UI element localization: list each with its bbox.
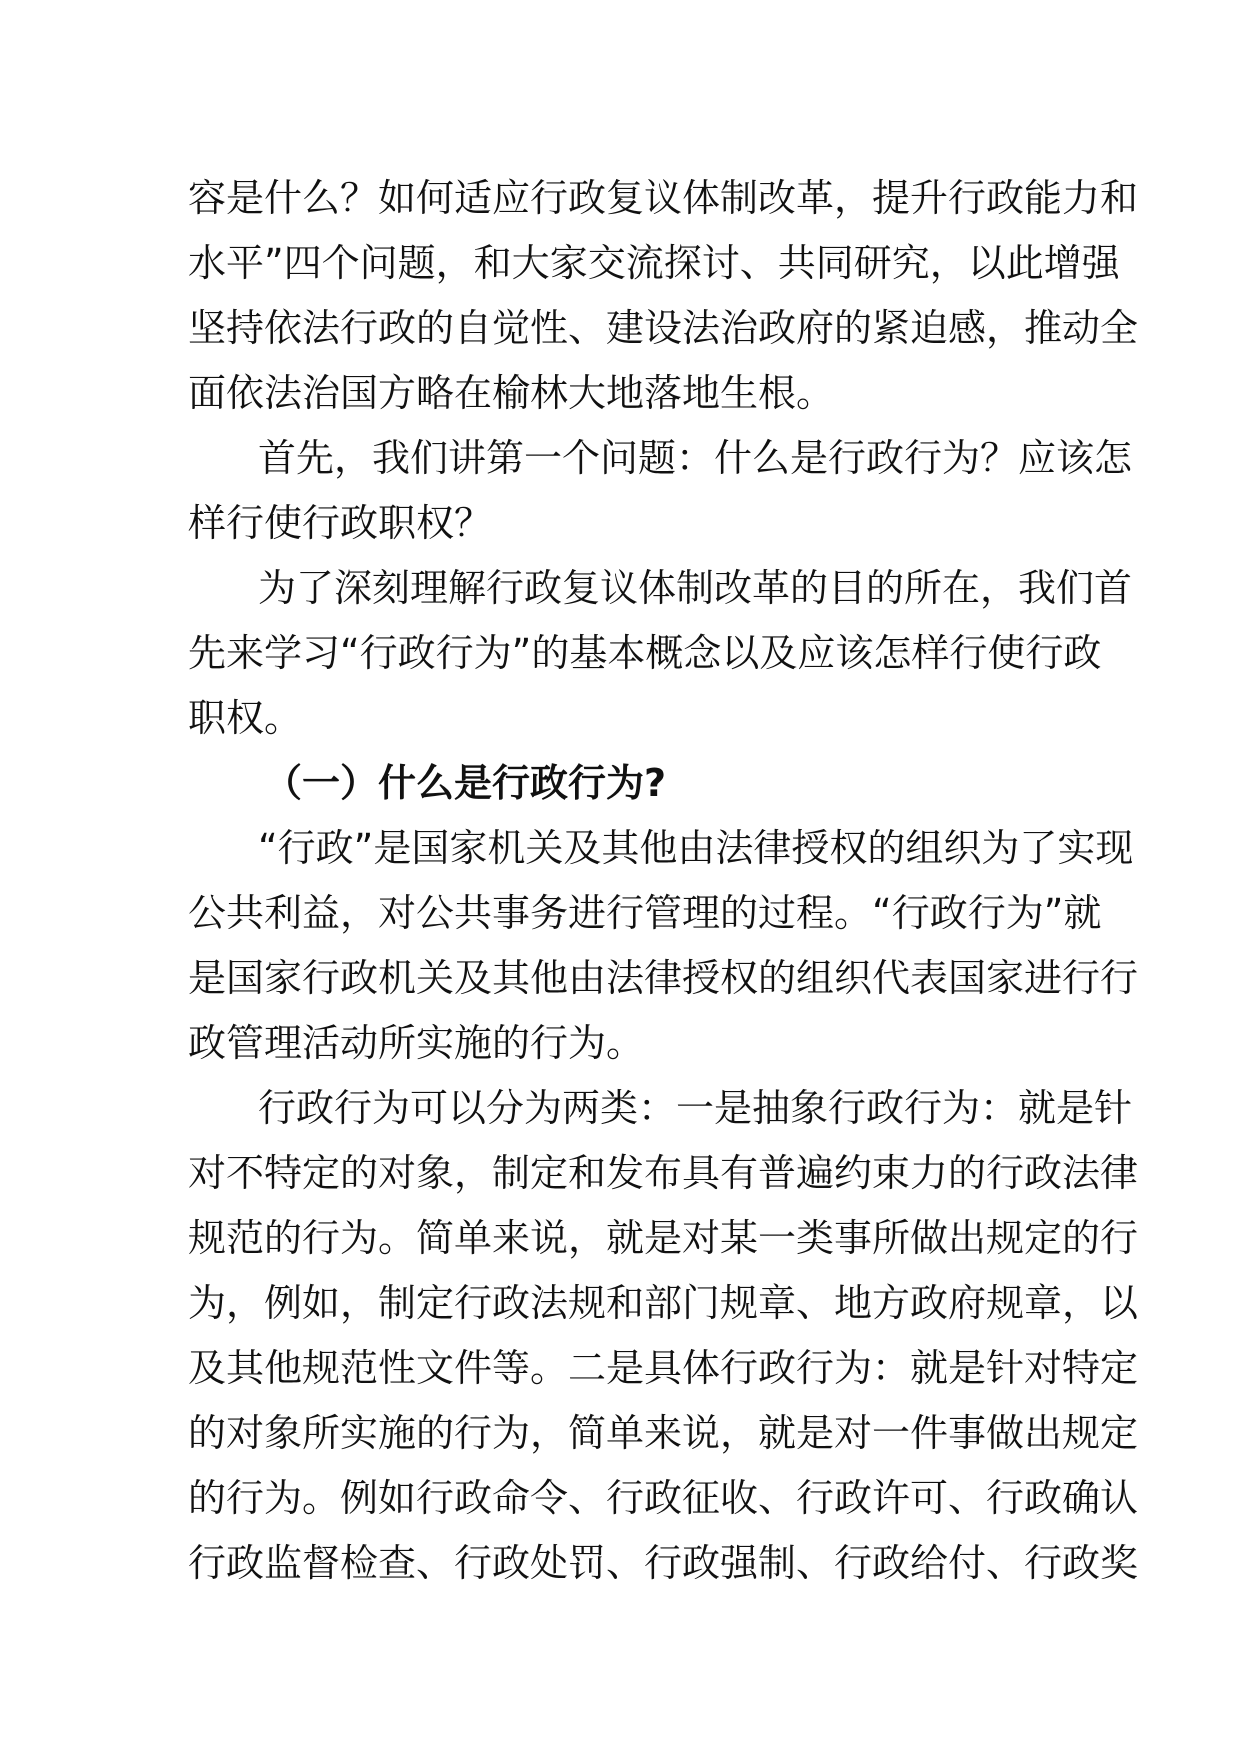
text-line: 先来学习“行政行为”的基本概念以及应该怎样行使行政 — [188, 631, 1102, 675]
text-line: 水平”四个问题，和大家交流探讨、共同研究，以此增强 — [188, 241, 1120, 285]
text-line: 是国家行政机关及其他由法律授权的组织代表国家进行行 — [188, 956, 1139, 1000]
text-line: 行政监督检查、行政处罚、行政强制、行政给付、行政奖 — [188, 1541, 1139, 1585]
text-line: 规范的行为。简单来说，就是对某一类事所做出规定的行 — [188, 1216, 1139, 1260]
text-line: 容是什么？如何适应行政复议体制改革，提升行政能力和 — [188, 176, 1139, 220]
text-line: 的行为。例如行政命令、行政征收、行政许可、行政确认 — [188, 1476, 1139, 1520]
section-heading: （一）什么是行政行为? — [264, 761, 667, 805]
document-body — [188, 166, 1139, 1596]
paragraph-first-line: 行政行为可以分为两类：一是抽象行政行为：就是针 — [258, 1086, 1133, 1130]
paragraph-first-line: “行政”是国家机关及其他由法律授权的组织为了实现 — [258, 826, 1134, 870]
text-line: 对不特定的对象，制定和发布具有普遍约束力的行政法律 — [188, 1151, 1139, 1195]
text-line: 为，例如，制定行政法规和部门规章、地方政府规章，以 — [188, 1281, 1139, 1325]
paragraph-first-line: 为了深刻理解行政复议体制改革的目的所在，我们首 — [258, 566, 1133, 610]
text-line: 面依法治国方略在榆林大地落地生根。 — [188, 371, 835, 415]
text-line: 及其他规范性文件等。二是具体行政行为：就是针对特定 — [188, 1346, 1139, 1390]
text-line: 职权。 — [188, 696, 303, 740]
text-line: 政管理活动所实施的行为。 — [188, 1021, 645, 1065]
text-line: 坚持依法行政的自觉性、建设法治政府的紧迫感，推动全 — [188, 306, 1139, 350]
text-line: 公共利益，对公共事务进行管理的过程。“行政行为”就 — [188, 891, 1102, 935]
paragraph-first-line: 首先，我们讲第一个问题：什么是行政行为？应该怎 — [258, 436, 1133, 480]
text-line: 的对象所实施的行为，简单来说，就是对一件事做出规定 — [188, 1411, 1139, 1455]
text-line: 样行使行政职权？ — [188, 501, 493, 545]
